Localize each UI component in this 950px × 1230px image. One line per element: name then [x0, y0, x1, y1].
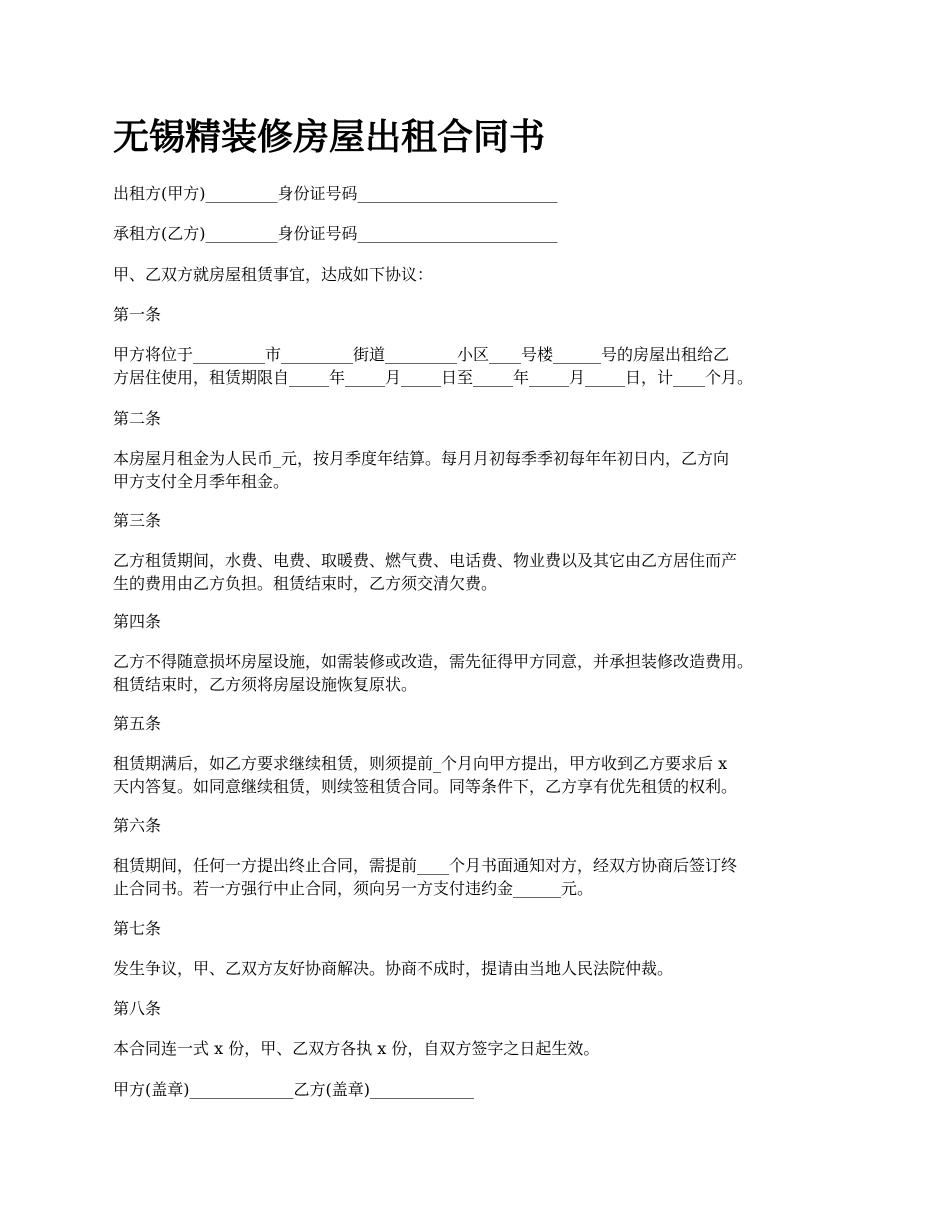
- article-heading: 第四条: [113, 612, 162, 631]
- article-line: 甲方支付全月季年租金。: [113, 472, 290, 491]
- article-line: 乙方租赁期间，水费、电费、取暖费、燃气费、电话费、物业费以及其它由乙方居住而产: [113, 551, 738, 570]
- article-line: 乙方不得随意损坏房屋设施，如需装修或改造，需先征得甲方同意，并承担装修改造费用。: [113, 652, 754, 671]
- article-line: 本合同连一式 x 份，甲、乙双方各执 x 份，自双方签字之日起生效。: [113, 1039, 600, 1058]
- article-body: [113, 1037, 599, 1060]
- article-line: 发生争议，甲、乙双方友好协商解决。协商不成时，提请由当地人民法院仲裁。: [113, 959, 674, 978]
- article-line: 租赁期间，任何一方提出终止合同，需提前____个月书面通知对方，经双方协商后签订终: [113, 856, 738, 875]
- article-heading: 第一条: [113, 305, 162, 324]
- article-line: 天内答复。如同意继续租赁，则续签租赁合同。同等条件下，乙方享有优先租赁的权利。: [113, 777, 738, 796]
- article-body: [113, 343, 753, 389]
- article-heading: 第七条: [113, 919, 162, 938]
- article-line: 甲方将位于_________市_________街道_________小区____号楼______号的房屋出租给乙: [113, 345, 730, 364]
- article-line: 方居住使用，租赁期限自_____年_____月_____日至_____年_____月_____日，计____个月。: [113, 368, 754, 387]
- article-body: [113, 650, 753, 696]
- article-heading: 第三条: [113, 511, 162, 530]
- article-line: 租赁期满后，如乙方要求继续租赁，则须提前_个月向甲方提出，甲方收到乙方要求后 x: [113, 754, 728, 773]
- article-body: [113, 854, 737, 900]
- article-heading: 第八条: [113, 999, 162, 1018]
- article-heading: 第六条: [113, 816, 162, 835]
- article-heading: 第二条: [113, 409, 162, 428]
- article-line: 止合同书。若一方强行中止合同，须向另一方支付违约金______元。: [113, 879, 594, 898]
- article-body: [113, 752, 737, 798]
- article-line: 本房屋月租金为人民币_元，按月季度年结算。每月月初每季季初每年年初日内，乙方向: [113, 449, 730, 468]
- article-body: [113, 957, 673, 980]
- intro-paragraph: 甲、乙双方就房屋租赁事宜，达成如下协议：: [113, 265, 434, 284]
- article-heading: 第五条: [113, 714, 162, 733]
- document-title: 无锡精装修房屋出租合同书: [113, 116, 546, 158]
- article-line: 生的费用由乙方负担。租赁结束时，乙方须交清欠费。: [113, 574, 498, 593]
- signature-line: 甲方(盖章)_____________乙方(盖章)_____________: [113, 1080, 474, 1099]
- article-line: 租赁结束时，乙方须将房屋设施恢复原状。: [113, 675, 418, 694]
- lessee-line: 承租方(乙方)_________身份证号码_________________________: [113, 224, 558, 243]
- lessor-line: 出租方(甲方)_________身份证号码_________________________: [113, 184, 558, 203]
- article-body: [113, 447, 729, 493]
- article-body: [113, 549, 737, 595]
